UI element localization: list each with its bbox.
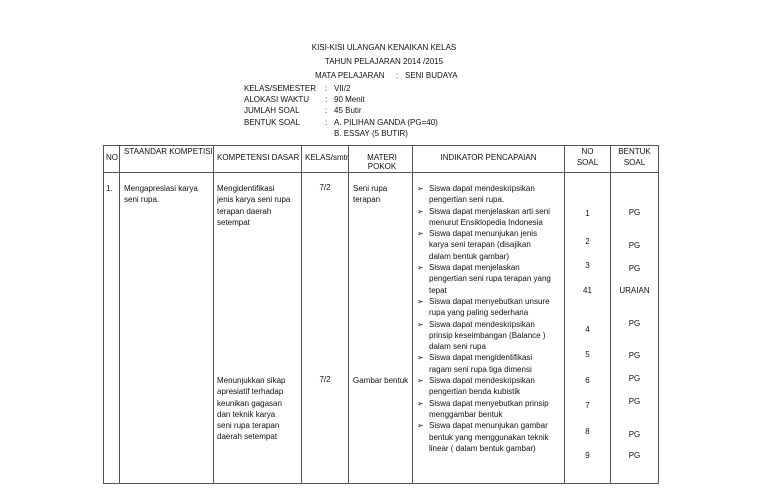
document-year: TAHUN PELAJARAN 2014 /2015 xyxy=(324,57,444,66)
indicator-line: Siswa dapat mendeskripsikan xyxy=(429,184,535,193)
subject-value: SENI BUDAYA xyxy=(405,71,458,80)
arrow-bullet-icon: ➢ xyxy=(417,353,424,363)
arrow-bullet-icon: ➢ xyxy=(417,319,424,329)
indicator-line: prinsip keseimbangan (Balance ) xyxy=(429,330,546,340)
info-colon: : xyxy=(325,84,328,93)
header-materi-pokok xyxy=(349,146,413,173)
cell-indikator xyxy=(413,173,565,484)
header-no xyxy=(104,146,120,173)
question-number: 5 xyxy=(585,350,590,359)
kd-line: jenis karya seni rupa xyxy=(217,195,291,205)
question-type: PG xyxy=(628,319,641,328)
kelas-value: 7/2 xyxy=(319,183,331,192)
materi-line: Gambar bentuk xyxy=(353,376,409,385)
arrow-bullet-icon: ➢ xyxy=(417,263,424,273)
arrow-bullet-icon: ➢ xyxy=(417,184,424,193)
info-value: 90 Menit xyxy=(334,95,365,105)
info-label: KELAS/SEMESTER xyxy=(244,84,317,93)
question-number: 9 xyxy=(585,451,590,460)
info-value: A. PILIHAN GANDA (PG=40) xyxy=(334,117,438,127)
info-value: 45 Butir xyxy=(334,106,362,116)
header-indikator-text: INDIKATOR PENCAPAIAN xyxy=(440,153,537,162)
kd-line: setempat xyxy=(217,217,250,227)
info-colon: : xyxy=(325,95,328,105)
arrow-bullet-icon: ➢ xyxy=(417,229,424,239)
header-indikator xyxy=(413,146,565,173)
kisi-kisi-table xyxy=(103,145,659,484)
list-item xyxy=(417,352,555,375)
kd-line: daerah setempat xyxy=(217,432,278,442)
arrow-bullet-icon: ➢ xyxy=(417,421,424,431)
kd-line: Menunjukkan sikap xyxy=(217,376,286,385)
list-item xyxy=(417,228,555,262)
question-type: PG xyxy=(628,264,641,273)
arrow-bullet-icon: ➢ xyxy=(417,398,424,408)
list-item xyxy=(417,183,555,206)
sk-line: seni rupa. xyxy=(124,195,160,205)
arrow-bullet-icon: ➢ xyxy=(417,206,424,216)
header-no-text: NO xyxy=(106,153,118,162)
indicator-line: pengertian seni rupa terapan yang xyxy=(429,274,551,284)
cell-kelas xyxy=(302,173,349,484)
list-item xyxy=(417,375,555,398)
question-type: PG xyxy=(628,397,641,406)
info-value: VII/2 xyxy=(334,84,351,93)
header-kelas-text: KELAS/smtr xyxy=(305,153,349,162)
indicator-list xyxy=(417,183,555,454)
question-number: 4 xyxy=(585,325,590,334)
indicator-line: Siswa dapat menjelaskan arti seni xyxy=(429,206,550,216)
indicator-line: Siswa dapat menunjukan gambar xyxy=(429,421,548,431)
indicator-line: Siswa dapat mengidentifikasi xyxy=(429,353,533,363)
arrow-bullet-icon: ➢ xyxy=(417,296,424,306)
indicator-line: dalam seni rupa xyxy=(429,342,486,352)
indicator-line: karya seni terapan (disajikan xyxy=(429,240,531,250)
indicator-line: Siswa dapat menyebutkan unsure xyxy=(429,296,550,306)
indicator-line: rupa yang paling sederhana xyxy=(429,308,529,318)
info-colon: : xyxy=(325,106,328,116)
cell-no-soal xyxy=(565,173,611,484)
info-extra: B. ESSAY (5 BUTIR) xyxy=(334,128,408,138)
question-type: URAIAN xyxy=(619,286,650,295)
header-bentuk-line1: BENTUK xyxy=(618,147,651,156)
subject-label: MATA PELAJARAN xyxy=(315,71,385,80)
question-number: 8 xyxy=(585,427,590,436)
header-no-soal-line1: NO xyxy=(581,147,594,156)
cell-materi-pokok xyxy=(349,173,413,484)
question-type: PG xyxy=(628,351,641,360)
header-kompetensi-dasar xyxy=(214,146,302,173)
header-bentuk-line2: SOAL xyxy=(623,158,646,167)
indicator-line: bentuk yang menggunakan teknik xyxy=(429,432,549,442)
question-number: 2 xyxy=(585,237,590,246)
header-no-soal-line2: SOAL xyxy=(576,158,599,167)
question-number: 1 xyxy=(585,209,590,218)
indicator-line: Siswa dapat menunjukan jenis xyxy=(429,229,538,239)
cell-bentuk-soal xyxy=(611,173,659,484)
kd-line: apresiatif terhadap xyxy=(217,387,284,397)
list-item xyxy=(417,398,555,421)
question-type: PG xyxy=(628,241,641,250)
header-kelas-smtr xyxy=(302,146,349,173)
materi-line: Seni rupa xyxy=(353,184,388,193)
list-item xyxy=(417,206,555,229)
cell-kompetensi-dasar xyxy=(214,173,302,484)
arrow-bullet-icon: ➢ xyxy=(417,376,424,386)
cell-no xyxy=(104,173,120,484)
indicator-line: Siswa dapat mendeskripsikan xyxy=(429,376,535,386)
table-row xyxy=(104,173,659,484)
header-kd-text: KOMPETENSI DASAR xyxy=(217,153,300,162)
kd-line: seni rupa terapan xyxy=(217,421,280,431)
kd-line: dan teknik karya xyxy=(217,409,276,419)
question-number: 7 xyxy=(585,401,590,410)
kd-line: terapan daerah xyxy=(217,206,272,216)
info-label: BENTUK SOAL xyxy=(244,117,301,127)
question-type: PG xyxy=(628,208,641,217)
list-item xyxy=(417,296,555,319)
indicator-line: Siswa dapat menyebutkan prinsip xyxy=(429,398,549,408)
question-type: PG xyxy=(628,374,641,383)
subject-colon: : xyxy=(396,71,399,80)
kd-line: keunikan gagasan xyxy=(217,398,282,408)
indicator-line: tepat xyxy=(429,285,447,295)
header-sk-text: STAANDAR KOMPETISI xyxy=(124,147,213,156)
header-no-soal xyxy=(565,146,611,173)
kd-line: Mengidentifikasi xyxy=(217,184,275,193)
materi-line: terapan xyxy=(353,195,381,205)
question-type: PG xyxy=(628,451,641,460)
list-item xyxy=(417,262,555,296)
header-standar-kompetensi xyxy=(120,146,214,173)
info-label: JUMLAH SOAL xyxy=(244,106,300,116)
sk-line: Mengapresiasi karya xyxy=(124,184,198,193)
list-item xyxy=(417,420,555,454)
document-title: KISI-KISI ULANGAN KENAIKAN KELAS xyxy=(311,43,457,52)
indicator-line: dalam bentuk gambar) xyxy=(429,251,510,261)
header-bentuk-soal xyxy=(611,146,659,173)
info-colon: : xyxy=(325,117,328,127)
kelas-value: 7/2 xyxy=(319,375,331,384)
table-header-row xyxy=(104,146,659,173)
row-number: 1. xyxy=(106,184,113,193)
indicator-line: menggambar bentuk xyxy=(429,409,503,419)
question-type: PG xyxy=(628,430,641,439)
indicator-line: pengertian benda kubistik xyxy=(429,387,521,397)
cell-standar-kompetensi xyxy=(120,173,214,484)
indicator-line: Siswa dapat mendeskripsikan xyxy=(429,319,535,329)
list-item xyxy=(417,319,555,353)
info-label: ALOKASI WAKTU xyxy=(244,95,310,105)
indicator-line: menurut Ensiklopedia Indonesia xyxy=(429,217,543,227)
indicator-line: pengertian seni rupa. xyxy=(429,195,505,205)
indicator-line: ragam seni rupa tiga dimensi xyxy=(429,364,532,374)
header-materi-text: MATERI POKOK xyxy=(367,153,397,171)
indicator-line: Siswa dapat menjelaskan xyxy=(429,263,520,273)
question-number: 41 xyxy=(583,286,592,295)
question-number: 6 xyxy=(585,376,590,385)
question-number: 3 xyxy=(585,261,590,270)
indicator-line: linear ( dalam bentuk gambar) xyxy=(429,443,536,453)
